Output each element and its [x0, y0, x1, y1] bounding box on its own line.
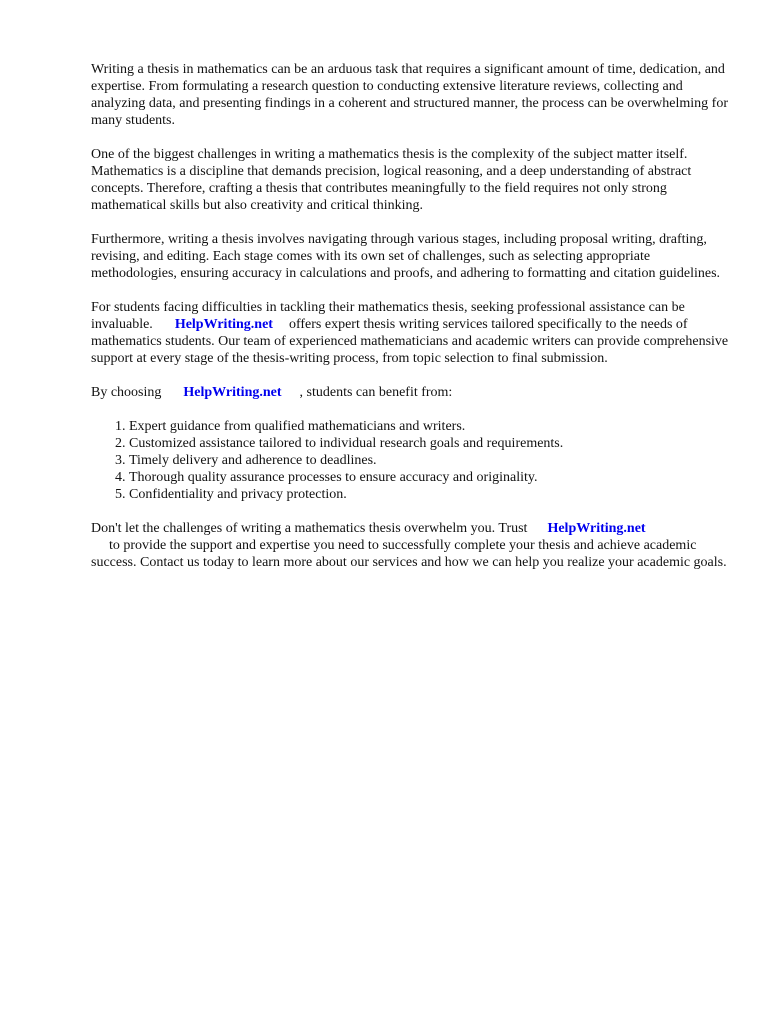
helpwriting-link-2[interactable]: HelpWriting.net: [183, 385, 282, 400]
helpwriting-link-1[interactable]: HelpWriting.net: [174, 317, 273, 332]
paragraph-closing-tail: to provide the support and expertise you need to successfully complete your thesis and achieve academic success. Contact us today to learn more about our services and how we can help you realize your academic goals.: [91, 538, 727, 570]
list-item: 5. Confidentiality and privacy protection.: [129, 486, 731, 503]
benefits-list: [91, 418, 731, 503]
list-item: 3. Timely delivery and adherence to deadlines.: [129, 452, 731, 469]
list-item: 2. Customized assistance tailored to individual research goals and requirements.: [129, 435, 731, 452]
paragraph-challenges: One of the biggest challenges in writing a mathematics thesis is the complexity of the subject matter itself. Mathematics is a discipline that demands precision, logical reasoning, and a deep understanding of abstract concepts. Therefore, crafting a thesis that contributes meaningfully to the field requires not only strong mathematical skills but also creativity and critical thinking.: [91, 147, 692, 213]
paragraph-assistance-tail: offers expert thesis writing services tailored specifically to the needs of mathematics students. Our team of experienced mathematicians and academic writers can provide comprehensive support at every stage of the thesis-writing process, from topic selection to final submission.: [91, 317, 729, 366]
paragraph-stages: Furthermore, writing a thesis involves navigating through various stages, including proposal writing, drafting, revising, and editing. Each stage comes with its own set of challenges, such as selecting appropriate methodologies, ensuring accuracy in calculations and proofs, and adhering to formatting and citation guidelines.: [91, 232, 721, 281]
document-page: [91, 61, 731, 588]
paragraph-choosing-tail: , students can benefit from:: [299, 385, 453, 400]
list-item: 4. Thorough quality assurance processes to ensure accuracy and originality.: [129, 469, 731, 486]
paragraph-choosing: [91, 384, 731, 401]
paragraph-choosing-lead: By choosing: [91, 385, 162, 400]
paragraph-closing: [91, 520, 731, 571]
paragraph-intro: Writing a thesis in mathematics can be an arduous task that requires a significant amount of time, dedication, and expertise. From formulating a research question to conducting extensive literature reviews, collecting and analyzing data, and presenting findings in a coherent and structured manner, the process can be overwhelming for many students.: [91, 62, 728, 128]
helpwriting-link-3[interactable]: HelpWriting.net: [547, 521, 646, 536]
paragraph-assistance-lead: For students facing difficulties in tackling their mathematics thesis, seeking professional assistance can be invaluable.: [91, 300, 685, 332]
paragraph-assistance: [91, 299, 731, 367]
paragraph-closing-lead: Don't let the challenges of writing a mathematics thesis overwhelm you. Trust: [91, 521, 528, 536]
list-item: 1. Expert guidance from qualified mathematicians and writers.: [129, 418, 731, 435]
